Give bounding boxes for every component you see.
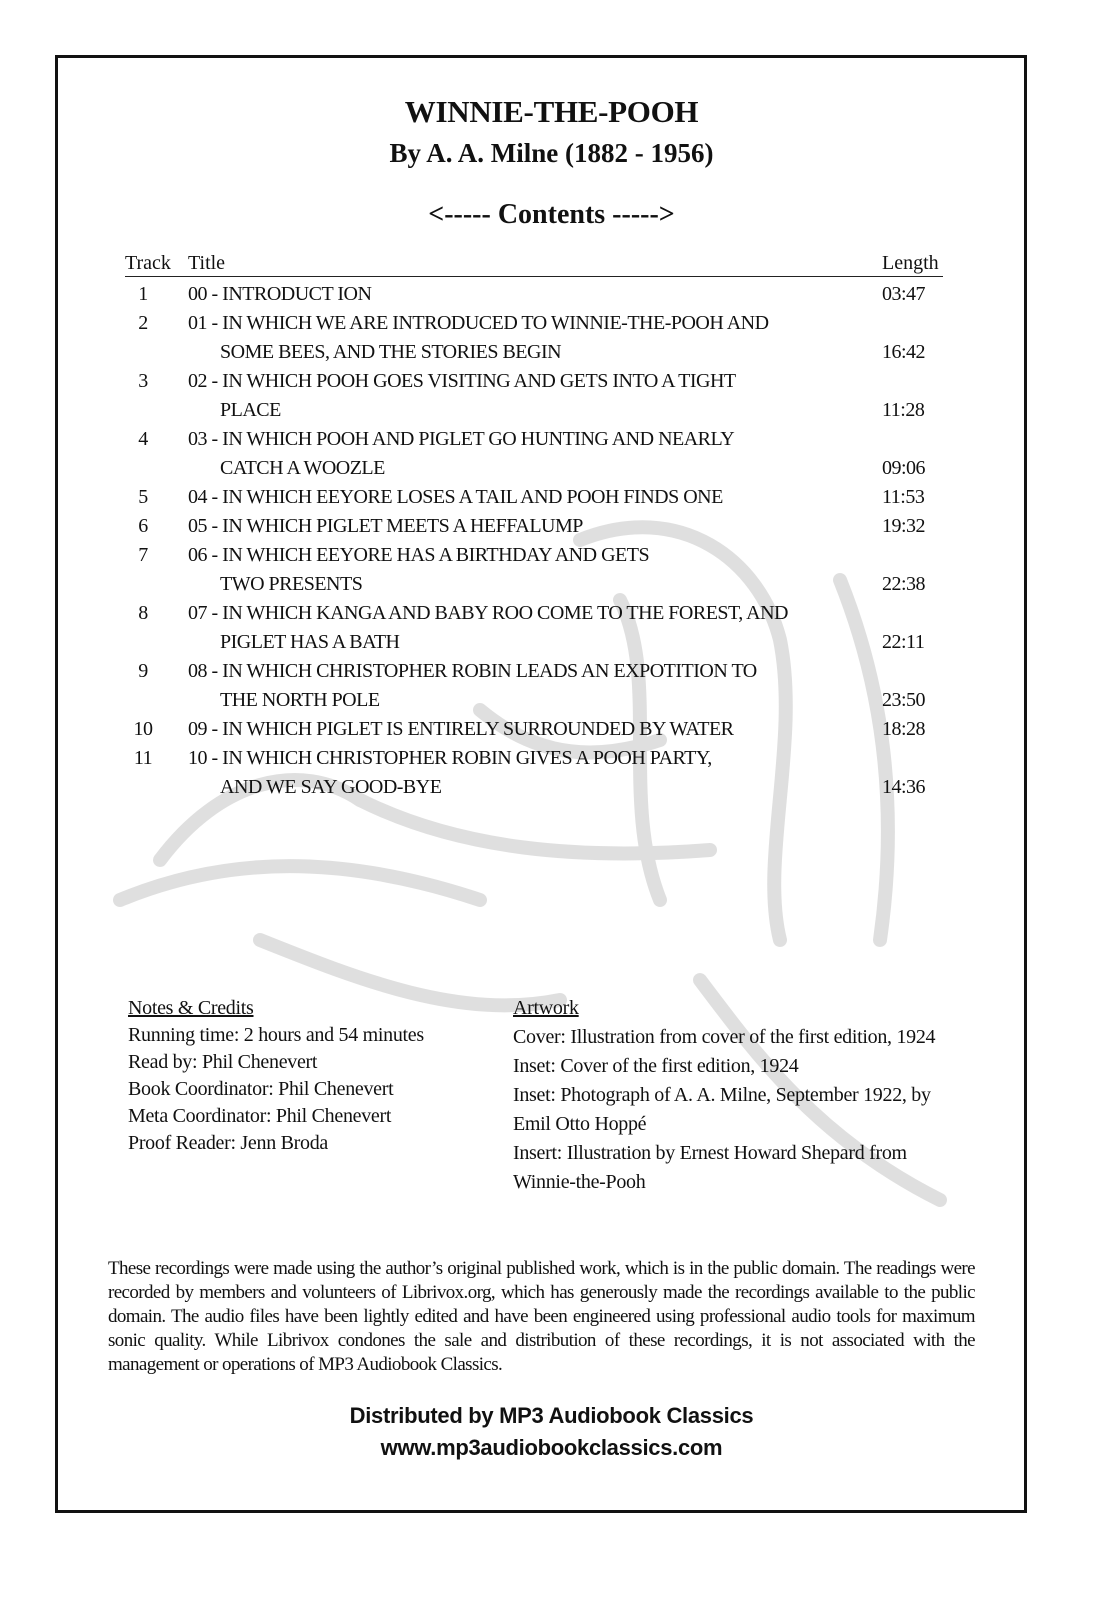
track-length: 22:11 (882, 631, 925, 653)
track-title: 02 - IN WHICH POOH GOES VISITING AND GETS INTO A TIGHT (188, 370, 736, 392)
credit-line: Book Coordinator: Phil Chenevert (128, 1078, 394, 1100)
track-length: 11:28 (882, 399, 925, 421)
artwork-line: Emil Otto Hoppé (513, 1113, 647, 1135)
notes-credits (128, 995, 424, 1157)
track-number: 9 (138, 660, 148, 682)
credit-line: Meta Coordinator: Phil Chenevert (128, 1105, 392, 1127)
track-title: PLACE (220, 399, 281, 421)
track-length: 23:50 (882, 689, 926, 711)
artwork-line: Inset: Cover of the first edition, 1924 (513, 1055, 799, 1077)
track-title: CATCH A WOOZLE (220, 457, 385, 479)
track-number: 8 (138, 602, 148, 624)
track-title: PIGLET HAS A BATH (220, 631, 400, 653)
track-row (0, 599, 1103, 657)
distributor-line: Distributed by MP3 Audiobook Classics (349, 1403, 754, 1428)
track-title: 07 - IN WHICH KANGA AND BABY ROO COME TO THE FOREST, AND (188, 602, 788, 624)
track-number: 6 (138, 515, 148, 537)
track-title: TWO PRESENTS (220, 573, 363, 595)
track-row (0, 512, 1103, 541)
track-title: 08 - IN WHICH CHRISTOPHER ROBIN LEADS AN EXPOTITION TO (188, 660, 757, 682)
track-title: SOME BEES, AND THE STORIES BEGIN (220, 341, 562, 363)
column-length: Length (882, 252, 939, 274)
track-title: 00 - INTRODUCT ION (188, 283, 372, 305)
artwork-line: Inset: Photograph of A. A. Milne, September 1922, by (513, 1084, 931, 1106)
track-title: 05 - IN WHICH PIGLET MEETS A HEFFALUMP (188, 515, 583, 537)
track-row (0, 541, 1103, 599)
track-number: 7 (138, 544, 148, 566)
column-track: Track (125, 252, 171, 274)
credits-heading: Notes & Credits (128, 997, 254, 1019)
track-length: 19:32 (882, 515, 926, 537)
contents-heading: <----- Contents -----> (428, 199, 675, 230)
credit-line: Proof Reader: Jenn Broda (128, 1132, 328, 1154)
track-title: THE NORTH POLE (220, 689, 380, 711)
track-row (0, 309, 1103, 367)
book-author: By A. A. Milne (1882 - 1956) (389, 138, 714, 168)
track-length: 14:36 (882, 776, 926, 798)
track-length: 11:53 (882, 486, 925, 508)
track-title: 10 - IN WHICH CHRISTOPHER ROBIN GIVES A POOH PARTY, (188, 747, 712, 769)
distributor-url: www.mp3audiobookclassics.com (380, 1435, 723, 1460)
artwork-line: Winnie-the-Pooh (513, 1171, 646, 1193)
track-title: AND WE SAY GOOD-BYE (220, 776, 442, 798)
track-number: 4 (138, 428, 148, 450)
column-title: Title (188, 252, 226, 274)
table-header (125, 252, 943, 277)
track-row (0, 744, 1103, 802)
track-length: 03:47 (882, 283, 926, 305)
track-number: 10 (133, 718, 153, 740)
track-number: 3 (138, 370, 148, 392)
track-number: 2 (138, 312, 148, 334)
artwork-heading: Artwork (513, 997, 579, 1019)
track-row (0, 280, 1103, 309)
book-title: WINNIE-THE-POOH (404, 94, 699, 129)
track-length: 18:28 (882, 718, 926, 740)
credit-line: Running time: 2 hours and 54 minutes (128, 1024, 424, 1046)
track-length: 22:38 (882, 573, 926, 595)
track-row (0, 657, 1103, 715)
track-row (0, 425, 1103, 483)
track-row (0, 483, 1103, 512)
track-title: 09 - IN WHICH PIGLET IS ENTIRELY SURROUNDED BY WATER (188, 718, 734, 740)
artwork-line: Cover: Illustration from cover of the first edition, 1924 (513, 1026, 936, 1048)
track-number: 11 (133, 747, 153, 769)
artwork-line: Insert: Illustration by Ernest Howard Shepard from (513, 1142, 907, 1164)
track-row (0, 715, 1103, 744)
public-domain-disclaimer: These recordings were made using the author’s original published work, which is in the public domain. The readings were recorded by members and volunteers of Librivox.org, which has generously made the recordings available to the public domain. The audio files have been lightly edited and have been engineered using professional audio tools for maximum sonic quality. While Librivox condones the sale and distribution of these recordings, it is not associated with the management or operations of MP3 Audiobook Classics. (108, 1258, 975, 1375)
track-row (0, 367, 1103, 425)
track-number: 1 (138, 283, 148, 305)
track-title: 06 - IN WHICH EEYORE HAS A BIRTHDAY AND GETS (188, 544, 650, 566)
track-length: 16:42 (882, 341, 926, 363)
track-title: 04 - IN WHICH EEYORE LOSES A TAIL AND POOH FINDS ONE (188, 486, 723, 508)
track-length: 09:06 (882, 457, 926, 479)
track-title: 01 - IN WHICH WE ARE INTRODUCED TO WINNIE-THE-POOH AND (188, 312, 769, 334)
track-title: 03 - IN WHICH POOH AND PIGLET GO HUNTING AND NEARLY (188, 428, 735, 450)
track-number: 5 (138, 486, 148, 508)
artwork-credits (513, 994, 935, 1197)
credit-line: Read by: Phil Chenevert (128, 1051, 318, 1073)
track-list (0, 280, 1103, 802)
